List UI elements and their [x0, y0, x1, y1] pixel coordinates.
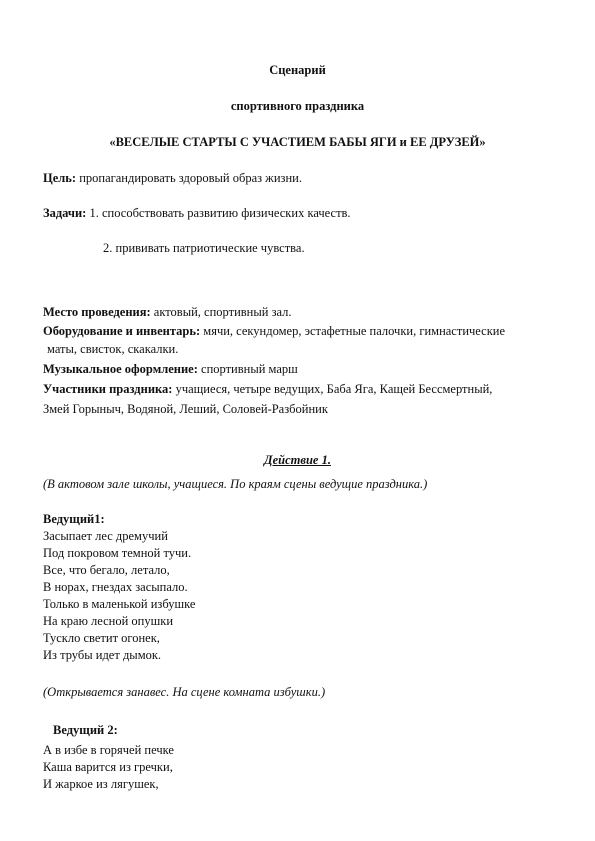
host2-label: Ведущий 2: — [53, 723, 118, 737]
tasks-label: Задачи: — [43, 206, 87, 220]
host1-line: Только в маленькой избушке — [43, 597, 196, 611]
equipment-label: Оборудование и инвентарь: — [43, 324, 201, 338]
equipment-text: мячи, секундомер, эстафетные палочки, гимнастические — [200, 324, 506, 338]
music-label: Музыкальное оформление: — [43, 362, 198, 376]
document-title: Сценарий — [269, 63, 326, 77]
venue-line — [43, 304, 292, 320]
participants-label: Участники праздника: — [43, 382, 173, 396]
host1-line: Из трубы идет дымок. — [43, 648, 162, 662]
goal-line — [43, 170, 302, 186]
goal-text: пропагандировать здоровый образ жизни. — [76, 171, 302, 185]
event-name: «ВЕСЕЛЫЕ СТАРТЫ С УЧАСТИЕМ БАБЫ ЯГИ и ЕЕ ДРУЗЕЙ» — [109, 135, 486, 149]
host1-line: Тускло светит огонек, — [43, 631, 160, 645]
act-title: Действие 1. — [264, 453, 331, 467]
host2-line: Каша варится из гречки, — [43, 760, 173, 774]
equipment-line — [43, 323, 505, 339]
venue-label: Место проведения: — [43, 305, 151, 319]
tasks-line — [43, 205, 351, 221]
host1-line: В норах, гнездах засыпало. — [43, 580, 188, 594]
host1-line: Под покровом темной тучи. — [43, 546, 192, 560]
participants-line — [43, 381, 492, 397]
equipment-continuation: маты, свисток, скакалки. — [47, 342, 179, 356]
stage-direction-1: (В актовом зале школы, учащиеся. По краям сцены ведущие праздника.) — [43, 477, 428, 491]
host2-line: И жаркое из лягушек, — [43, 777, 159, 791]
music-text: спортивный марш — [197, 362, 298, 376]
goal-label: Цель: — [43, 171, 77, 185]
host1-label: Ведущий1: — [43, 512, 105, 526]
music-line — [43, 361, 298, 377]
participants-text: учащиеся, четыре ведущих, Баба Яга, Кащей Бессмертный, — [172, 382, 493, 396]
task-item-2: 2. прививать патриотические чувства. — [103, 241, 305, 255]
host2-line: А в избе в горячей печке — [43, 743, 174, 757]
participants-continuation: Змей Горыныч, Водяной, Леший, Соловей-Разбойник — [43, 402, 328, 416]
stage-direction-2: (Открывается занавес. На сцене комната избушки.) — [43, 685, 326, 699]
task-item-1: 1. способствовать развитию физических качеств. — [86, 206, 351, 220]
venue-text: актовый, спортивный зал. — [150, 305, 292, 319]
host1-line: Все, что бегало, летало, — [43, 563, 170, 577]
host1-line: Засыпает лес дремучий — [43, 529, 168, 543]
document-subtitle: спортивного праздника — [230, 99, 365, 113]
host1-line: На краю лесной опушки — [43, 614, 174, 628]
